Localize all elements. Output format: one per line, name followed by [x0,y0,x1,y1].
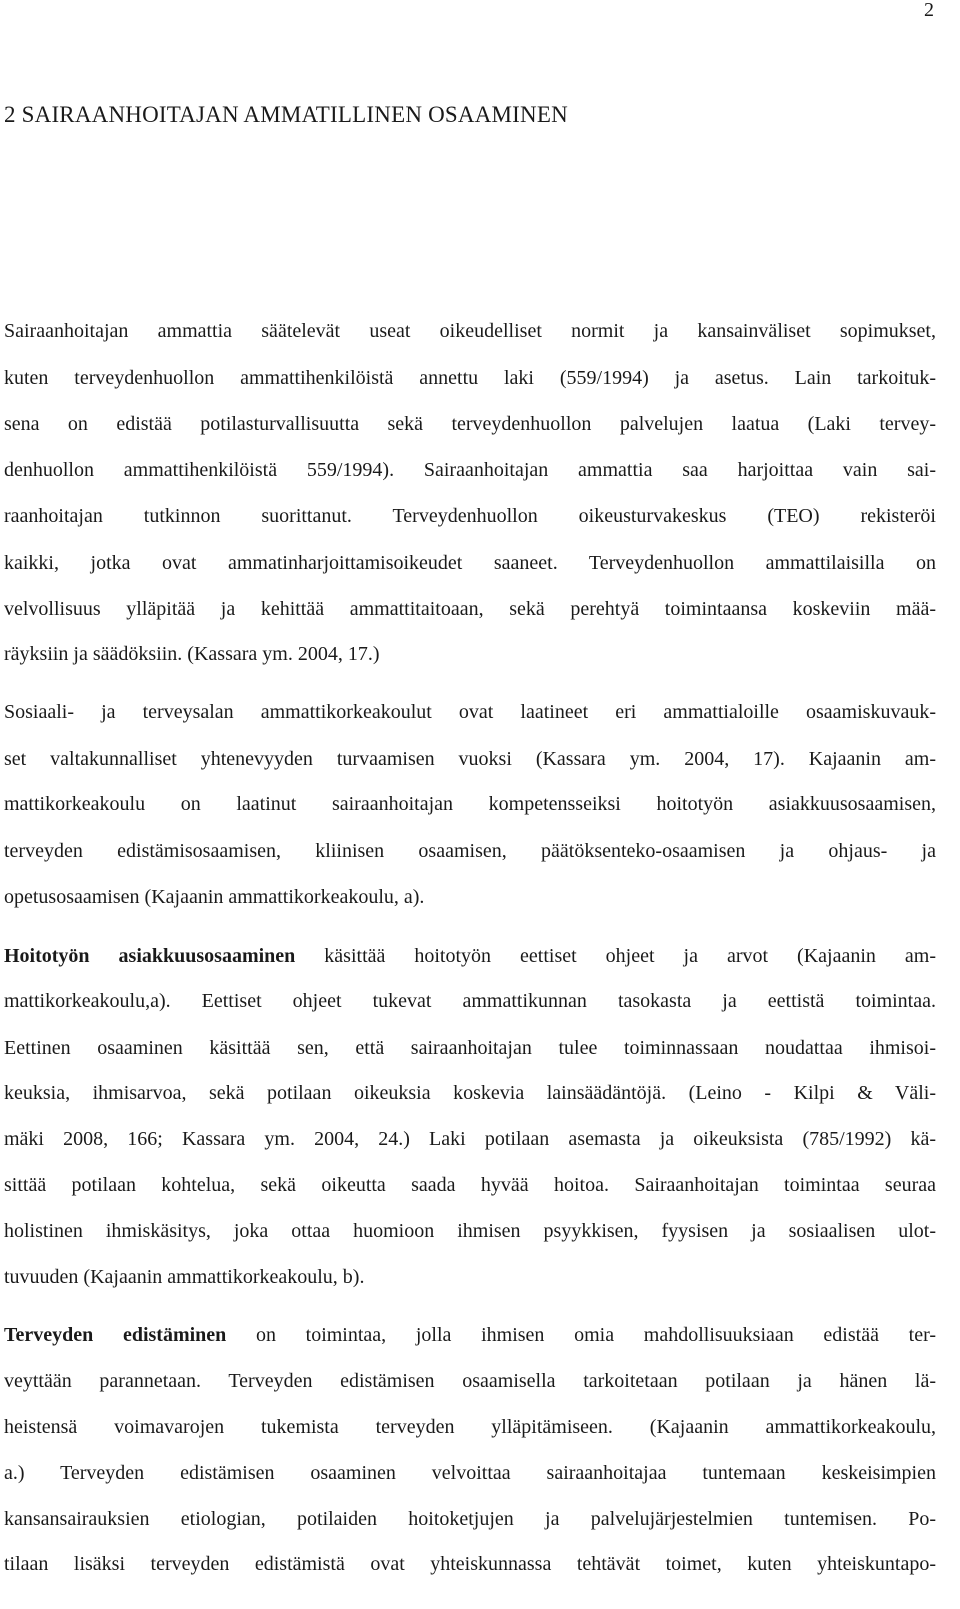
text-line: denhuollon ammattihenkilöistä 559/1994). Sairaanhoitajan ammattia saa harjoittaa vain sai- [4,459,936,481]
section-heading: 2 SAIRAANHOITAJAN AMMATILLINEN OSAAMINEN [4,102,568,127]
text-line: keuksia, ihmisarvoa, sekä potilaan oikeuksia koskevia lainsäädäntöjä. (Leino - Kilpi & Väli- [4,1082,936,1104]
text-span: käsittää hoitotyön eettiset ohjeet ja arvot (Kajaanin am- [295,945,936,967]
text-line: terveyden edistämisosaamisen, kliinisen osaamisen, päätöksenteko-osaamisen ja ohjaus- ja [4,840,936,862]
text-line: tuvuuden (Kajaanin ammattikorkeakoulu, b). [4,1266,365,1288]
bold-term: Hoitotyön asiakkuusosaaminen [4,945,296,967]
text-line: mattikorkeakoulu on laatinut sairaanhoitajan kompetensseiksi hoitotyön asiakkuusosaamisen, [4,793,936,815]
bold-term: Terveyden edistäminen [4,1324,227,1346]
text-line: mäki 2008, 166; Kassara ym. 2004, 24.) Laki potilaan asemasta ja oikeuksista (785/1992) kä- [4,1128,936,1150]
page-number: 2 [924,0,934,21]
text-line: kansansairauksien etiologian, potilaiden hoitoketjujen ja palvelujärjestelmien tuntemisen. Po- [4,1508,936,1530]
text-line: holistinen ihmiskäsitys, joka ottaa huomioon ihmisen psyykkisen, fyysisen ja sosiaalisen ulot- [4,1220,936,1242]
text-line: heistensä voimavarojen tukemista terveyden ylläpitämiseen. (Kajaanin ammattikorkeakoulu, [4,1416,936,1438]
text-line: a.) Terveyden edistämisen osaaminen velvoittaa sairaanhoitajaa tuntemaan keskeisimpien [4,1462,936,1484]
text-line: Eettinen osaaminen käsittää sen, että sairaanhoitajan tulee toiminnassaan noudattaa ihmisoi- [4,1037,936,1059]
text-line: kaikki, jotka ovat ammatinharjoittamisoikeudet saaneet. Terveydenhuollon ammattilaisilla on [4,552,936,574]
text-span: on toimintaa, jolla ihmisen omia mahdollisuuksiaan edistää ter- [226,1324,936,1346]
text-line: Sosiaali- ja terveysalan ammattikorkeakoulut ovat laatineet eri ammattialoille osaamiskuvauk- [4,701,936,723]
text-line: mattikorkeakoulu,a). Eettiset ohjeet tukevat ammattikunnan tasokasta ja eettistä toimintaa. [4,990,936,1012]
text-line: tilaan lisäksi terveyden edistämistä ovat yhteiskunnassa tehtävät toimet, kuten yhteiskuntapo- [4,1553,936,1575]
text-line [4,1320,936,1350]
text-line: Sairaanhoitajan ammattia säätelevät useat oikeudelliset normit ja kansainväliset sopimukset, [4,320,936,342]
text-line: velvollisuus ylläpitää ja kehittää ammattitaitoaan, sekä perehtyä toimintaansa koskeviin mää- [4,598,936,620]
text-line: sena on edistää potilasturvallisuutta sekä terveydenhuollon palvelujen laatua (Laki tervey- [4,413,936,435]
text-line [4,941,936,971]
text-line: opetusosaamisen (Kajaanin ammattikorkeakoulu, a). [4,886,425,908]
text-line: veyttään parannetaan. Terveyden edistämisen osaamisella tarkoitetaan potilaan ja hänen lä- [4,1370,936,1392]
text-line: räyksiin ja säädöksiin. (Kassara ym. 2004, 17.) [4,643,380,665]
text-line: sittää potilaan kohtelua, sekä oikeutta saada hyvää hoitoa. Sairaanhoitajan toimintaa seuraa [4,1174,936,1196]
text-line: raanhoitajan tutkinnon suorittanut. Terveydenhuollon oikeusturvakeskus (TEO) rekisteröi [4,505,936,527]
text-line: set valtakunnalliset yhtenevyyden turvaamisen vuoksi (Kassara ym. 2004, 17). Kajaanin am- [4,748,936,770]
text-line: kuten terveydenhuollon ammattihenkilöistä annettu laki (559/1994) ja asetus. Lain tarkoituk- [4,367,936,389]
